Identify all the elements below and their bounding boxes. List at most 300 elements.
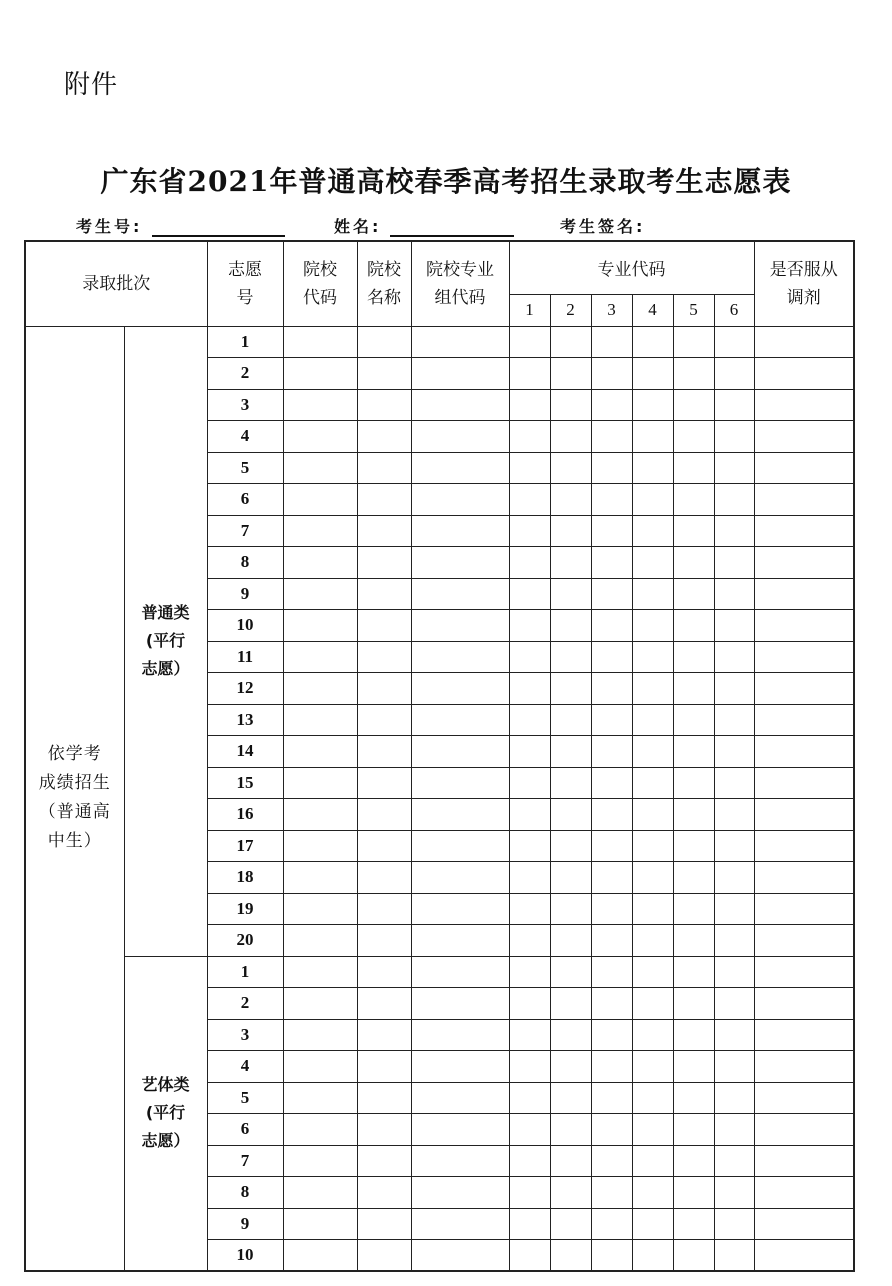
adjust-cell[interactable] [754, 1051, 854, 1083]
major-code-4-cell[interactable] [632, 893, 673, 925]
major-code-4-cell[interactable] [632, 578, 673, 610]
major-code-5-cell[interactable] [673, 547, 714, 579]
major-code-1-cell[interactable] [509, 358, 550, 390]
major-code-6-cell[interactable] [714, 515, 754, 547]
adjust-cell[interactable] [754, 326, 854, 358]
group-code-cell[interactable] [411, 1051, 509, 1083]
major-code-5-cell[interactable] [673, 956, 714, 988]
adjust-cell[interactable] [754, 484, 854, 516]
major-code-3-cell[interactable] [591, 578, 632, 610]
major-code-3-cell[interactable] [591, 925, 632, 957]
major-code-6-cell[interactable] [714, 988, 754, 1020]
college-name-cell[interactable] [357, 1082, 411, 1114]
college-name-cell[interactable] [357, 862, 411, 894]
major-code-1-cell[interactable] [509, 547, 550, 579]
major-code-1-cell[interactable] [509, 641, 550, 673]
major-code-2-cell[interactable] [550, 1082, 591, 1114]
adjust-cell[interactable] [754, 641, 854, 673]
adjust-cell[interactable] [754, 988, 854, 1020]
college-code-cell[interactable] [283, 956, 357, 988]
major-code-3-cell[interactable] [591, 1240, 632, 1272]
college-name-cell[interactable] [357, 1051, 411, 1083]
major-code-4-cell[interactable] [632, 358, 673, 390]
group-code-cell[interactable] [411, 767, 509, 799]
major-code-6-cell[interactable] [714, 1240, 754, 1272]
college-name-cell[interactable] [357, 799, 411, 831]
major-code-6-cell[interactable] [714, 862, 754, 894]
college-name-cell[interactable] [357, 1177, 411, 1209]
major-code-6-cell[interactable] [714, 1114, 754, 1146]
major-code-3-cell[interactable] [591, 484, 632, 516]
major-code-3-cell[interactable] [591, 515, 632, 547]
major-code-1-cell[interactable] [509, 515, 550, 547]
major-code-4-cell[interactable] [632, 956, 673, 988]
major-code-4-cell[interactable] [632, 767, 673, 799]
major-code-2-cell[interactable] [550, 641, 591, 673]
major-code-5-cell[interactable] [673, 799, 714, 831]
major-code-1-cell[interactable] [509, 925, 550, 957]
college-name-cell[interactable] [357, 326, 411, 358]
group-code-cell[interactable] [411, 956, 509, 988]
group-code-cell[interactable] [411, 1145, 509, 1177]
major-code-3-cell[interactable] [591, 893, 632, 925]
major-code-5-cell[interactable] [673, 1208, 714, 1240]
adjust-cell[interactable] [754, 925, 854, 957]
group-code-cell[interactable] [411, 452, 509, 484]
college-code-cell[interactable] [283, 1019, 357, 1051]
major-code-2-cell[interactable] [550, 358, 591, 390]
group-code-cell[interactable] [411, 1240, 509, 1272]
major-code-1-cell[interactable] [509, 799, 550, 831]
major-code-2-cell[interactable] [550, 421, 591, 453]
college-name-cell[interactable] [357, 1208, 411, 1240]
major-code-6-cell[interactable] [714, 484, 754, 516]
major-code-3-cell[interactable] [591, 799, 632, 831]
adjust-cell[interactable] [754, 452, 854, 484]
major-code-6-cell[interactable] [714, 641, 754, 673]
college-name-cell[interactable] [357, 421, 411, 453]
college-code-cell[interactable] [283, 1051, 357, 1083]
major-code-3-cell[interactable] [591, 389, 632, 421]
major-code-3-cell[interactable] [591, 956, 632, 988]
college-code-cell[interactable] [283, 893, 357, 925]
college-name-cell[interactable] [357, 767, 411, 799]
college-code-cell[interactable] [283, 925, 357, 957]
college-name-cell[interactable] [357, 358, 411, 390]
major-code-1-cell[interactable] [509, 1114, 550, 1146]
major-code-2-cell[interactable] [550, 673, 591, 705]
major-code-2-cell[interactable] [550, 1240, 591, 1272]
adjust-cell[interactable] [754, 704, 854, 736]
major-code-3-cell[interactable] [591, 421, 632, 453]
college-name-cell[interactable] [357, 1019, 411, 1051]
major-code-5-cell[interactable] [673, 484, 714, 516]
major-code-6-cell[interactable] [714, 893, 754, 925]
college-code-cell[interactable] [283, 421, 357, 453]
major-code-5-cell[interactable] [673, 326, 714, 358]
major-code-4-cell[interactable] [632, 484, 673, 516]
group-code-cell[interactable] [411, 578, 509, 610]
major-code-2-cell[interactable] [550, 736, 591, 768]
major-code-4-cell[interactable] [632, 1114, 673, 1146]
major-code-3-cell[interactable] [591, 1177, 632, 1209]
major-code-6-cell[interactable] [714, 326, 754, 358]
name-field[interactable] [390, 235, 514, 237]
college-code-cell[interactable] [283, 767, 357, 799]
major-code-6-cell[interactable] [714, 1177, 754, 1209]
major-code-2-cell[interactable] [550, 893, 591, 925]
major-code-1-cell[interactable] [509, 767, 550, 799]
group-code-cell[interactable] [411, 389, 509, 421]
group-code-cell[interactable] [411, 1208, 509, 1240]
major-code-5-cell[interactable] [673, 893, 714, 925]
adjust-cell[interactable] [754, 421, 854, 453]
college-name-cell[interactable] [357, 452, 411, 484]
college-code-cell[interactable] [283, 547, 357, 579]
college-name-cell[interactable] [357, 1240, 411, 1272]
college-name-cell[interactable] [357, 610, 411, 642]
major-code-4-cell[interactable] [632, 736, 673, 768]
group-code-cell[interactable] [411, 988, 509, 1020]
major-code-3-cell[interactable] [591, 673, 632, 705]
adjust-cell[interactable] [754, 862, 854, 894]
major-code-3-cell[interactable] [591, 452, 632, 484]
adjust-cell[interactable] [754, 578, 854, 610]
major-code-3-cell[interactable] [591, 1082, 632, 1114]
major-code-3-cell[interactable] [591, 1145, 632, 1177]
major-code-4-cell[interactable] [632, 704, 673, 736]
major-code-1-cell[interactable] [509, 862, 550, 894]
major-code-1-cell[interactable] [509, 956, 550, 988]
major-code-4-cell[interactable] [632, 830, 673, 862]
major-code-4-cell[interactable] [632, 799, 673, 831]
group-code-cell[interactable] [411, 893, 509, 925]
college-code-cell[interactable] [283, 358, 357, 390]
major-code-2-cell[interactable] [550, 1177, 591, 1209]
major-code-3-cell[interactable] [591, 1208, 632, 1240]
major-code-2-cell[interactable] [550, 956, 591, 988]
major-code-3-cell[interactable] [591, 641, 632, 673]
major-code-1-cell[interactable] [509, 988, 550, 1020]
major-code-3-cell[interactable] [591, 830, 632, 862]
major-code-2-cell[interactable] [550, 1114, 591, 1146]
college-code-cell[interactable] [283, 862, 357, 894]
major-code-5-cell[interactable] [673, 515, 714, 547]
major-code-3-cell[interactable] [591, 1051, 632, 1083]
adjust-cell[interactable] [754, 767, 854, 799]
major-code-6-cell[interactable] [714, 421, 754, 453]
adjust-cell[interactable] [754, 830, 854, 862]
major-code-4-cell[interactable] [632, 862, 673, 894]
adjust-cell[interactable] [754, 736, 854, 768]
college-name-cell[interactable] [357, 547, 411, 579]
college-code-cell[interactable] [283, 799, 357, 831]
major-code-2-cell[interactable] [550, 1208, 591, 1240]
adjust-cell[interactable] [754, 389, 854, 421]
major-code-5-cell[interactable] [673, 1051, 714, 1083]
major-code-1-cell[interactable] [509, 484, 550, 516]
major-code-4-cell[interactable] [632, 1240, 673, 1272]
college-name-cell[interactable] [357, 1145, 411, 1177]
major-code-6-cell[interactable] [714, 767, 754, 799]
major-code-1-cell[interactable] [509, 578, 550, 610]
group-code-cell[interactable] [411, 326, 509, 358]
major-code-3-cell[interactable] [591, 1114, 632, 1146]
major-code-5-cell[interactable] [673, 1240, 714, 1272]
major-code-2-cell[interactable] [550, 515, 591, 547]
major-code-6-cell[interactable] [714, 389, 754, 421]
adjust-cell[interactable] [754, 1145, 854, 1177]
college-name-cell[interactable] [357, 956, 411, 988]
college-name-cell[interactable] [357, 389, 411, 421]
adjust-cell[interactable] [754, 1240, 854, 1272]
college-code-cell[interactable] [283, 578, 357, 610]
group-code-cell[interactable] [411, 1114, 509, 1146]
major-code-2-cell[interactable] [550, 988, 591, 1020]
major-code-6-cell[interactable] [714, 578, 754, 610]
adjust-cell[interactable] [754, 799, 854, 831]
college-code-cell[interactable] [283, 484, 357, 516]
college-code-cell[interactable] [283, 389, 357, 421]
major-code-5-cell[interactable] [673, 862, 714, 894]
major-code-5-cell[interactable] [673, 736, 714, 768]
major-code-4-cell[interactable] [632, 452, 673, 484]
group-code-cell[interactable] [411, 704, 509, 736]
major-code-3-cell[interactable] [591, 358, 632, 390]
major-code-4-cell[interactable] [632, 547, 673, 579]
exam-no-field[interactable] [152, 235, 285, 237]
college-code-cell[interactable] [283, 704, 357, 736]
major-code-2-cell[interactable] [550, 799, 591, 831]
group-code-cell[interactable] [411, 484, 509, 516]
major-code-5-cell[interactable] [673, 610, 714, 642]
major-code-1-cell[interactable] [509, 673, 550, 705]
major-code-2-cell[interactable] [550, 1051, 591, 1083]
adjust-cell[interactable] [754, 1019, 854, 1051]
major-code-6-cell[interactable] [714, 610, 754, 642]
major-code-6-cell[interactable] [714, 1051, 754, 1083]
major-code-1-cell[interactable] [509, 893, 550, 925]
major-code-5-cell[interactable] [673, 1114, 714, 1146]
major-code-4-cell[interactable] [632, 1177, 673, 1209]
college-code-cell[interactable] [283, 1240, 357, 1272]
major-code-5-cell[interactable] [673, 704, 714, 736]
major-code-4-cell[interactable] [632, 641, 673, 673]
college-name-cell[interactable] [357, 641, 411, 673]
major-code-3-cell[interactable] [591, 326, 632, 358]
major-code-4-cell[interactable] [632, 1051, 673, 1083]
major-code-3-cell[interactable] [591, 736, 632, 768]
major-code-6-cell[interactable] [714, 956, 754, 988]
major-code-2-cell[interactable] [550, 452, 591, 484]
adjust-cell[interactable] [754, 1082, 854, 1114]
major-code-5-cell[interactable] [673, 988, 714, 1020]
major-code-6-cell[interactable] [714, 1145, 754, 1177]
major-code-3-cell[interactable] [591, 547, 632, 579]
group-code-cell[interactable] [411, 641, 509, 673]
college-code-cell[interactable] [283, 1082, 357, 1114]
group-code-cell[interactable] [411, 515, 509, 547]
college-name-cell[interactable] [357, 893, 411, 925]
major-code-1-cell[interactable] [509, 1145, 550, 1177]
major-code-3-cell[interactable] [591, 767, 632, 799]
major-code-5-cell[interactable] [673, 673, 714, 705]
major-code-6-cell[interactable] [714, 1208, 754, 1240]
major-code-2-cell[interactable] [550, 610, 591, 642]
major-code-6-cell[interactable] [714, 925, 754, 957]
major-code-3-cell[interactable] [591, 610, 632, 642]
college-code-cell[interactable] [283, 515, 357, 547]
group-code-cell[interactable] [411, 862, 509, 894]
major-code-6-cell[interactable] [714, 799, 754, 831]
group-code-cell[interactable] [411, 799, 509, 831]
major-code-1-cell[interactable] [509, 1051, 550, 1083]
major-code-2-cell[interactable] [550, 326, 591, 358]
major-code-3-cell[interactable] [591, 988, 632, 1020]
major-code-4-cell[interactable] [632, 515, 673, 547]
major-code-6-cell[interactable] [714, 736, 754, 768]
major-code-3-cell[interactable] [591, 1019, 632, 1051]
major-code-1-cell[interactable] [509, 704, 550, 736]
adjust-cell[interactable] [754, 358, 854, 390]
group-code-cell[interactable] [411, 1082, 509, 1114]
college-name-cell[interactable] [357, 673, 411, 705]
college-name-cell[interactable] [357, 484, 411, 516]
college-name-cell[interactable] [357, 830, 411, 862]
group-code-cell[interactable] [411, 1177, 509, 1209]
major-code-6-cell[interactable] [714, 1019, 754, 1051]
major-code-5-cell[interactable] [673, 358, 714, 390]
adjust-cell[interactable] [754, 610, 854, 642]
major-code-4-cell[interactable] [632, 1082, 673, 1114]
college-name-cell[interactable] [357, 704, 411, 736]
major-code-5-cell[interactable] [673, 389, 714, 421]
major-code-2-cell[interactable] [550, 1019, 591, 1051]
major-code-2-cell[interactable] [550, 484, 591, 516]
major-code-4-cell[interactable] [632, 673, 673, 705]
major-code-5-cell[interactable] [673, 925, 714, 957]
college-code-cell[interactable] [283, 1114, 357, 1146]
major-code-5-cell[interactable] [673, 641, 714, 673]
adjust-cell[interactable] [754, 1177, 854, 1209]
major-code-5-cell[interactable] [673, 421, 714, 453]
major-code-5-cell[interactable] [673, 830, 714, 862]
college-name-cell[interactable] [357, 925, 411, 957]
major-code-6-cell[interactable] [714, 358, 754, 390]
major-code-1-cell[interactable] [509, 830, 550, 862]
adjust-cell[interactable] [754, 1114, 854, 1146]
major-code-1-cell[interactable] [509, 452, 550, 484]
major-code-5-cell[interactable] [673, 1019, 714, 1051]
major-code-5-cell[interactable] [673, 578, 714, 610]
major-code-1-cell[interactable] [509, 1240, 550, 1272]
major-code-2-cell[interactable] [550, 830, 591, 862]
college-code-cell[interactable] [283, 641, 357, 673]
major-code-2-cell[interactable] [550, 767, 591, 799]
major-code-5-cell[interactable] [673, 1145, 714, 1177]
college-code-cell[interactable] [283, 1145, 357, 1177]
major-code-4-cell[interactable] [632, 925, 673, 957]
major-code-4-cell[interactable] [632, 326, 673, 358]
major-code-1-cell[interactable] [509, 1082, 550, 1114]
group-code-cell[interactable] [411, 421, 509, 453]
major-code-1-cell[interactable] [509, 736, 550, 768]
major-code-2-cell[interactable] [550, 1145, 591, 1177]
major-code-1-cell[interactable] [509, 326, 550, 358]
major-code-2-cell[interactable] [550, 925, 591, 957]
major-code-5-cell[interactable] [673, 1177, 714, 1209]
major-code-2-cell[interactable] [550, 578, 591, 610]
major-code-4-cell[interactable] [632, 1208, 673, 1240]
college-name-cell[interactable] [357, 736, 411, 768]
major-code-6-cell[interactable] [714, 830, 754, 862]
major-code-2-cell[interactable] [550, 862, 591, 894]
group-code-cell[interactable] [411, 925, 509, 957]
group-code-cell[interactable] [411, 358, 509, 390]
major-code-4-cell[interactable] [632, 610, 673, 642]
adjust-cell[interactable] [754, 893, 854, 925]
major-code-2-cell[interactable] [550, 704, 591, 736]
adjust-cell[interactable] [754, 956, 854, 988]
college-name-cell[interactable] [357, 578, 411, 610]
college-code-cell[interactable] [283, 452, 357, 484]
group-code-cell[interactable] [411, 547, 509, 579]
major-code-5-cell[interactable] [673, 452, 714, 484]
group-code-cell[interactable] [411, 673, 509, 705]
adjust-cell[interactable] [754, 547, 854, 579]
major-code-6-cell[interactable] [714, 673, 754, 705]
college-code-cell[interactable] [283, 830, 357, 862]
major-code-6-cell[interactable] [714, 547, 754, 579]
major-code-1-cell[interactable] [509, 610, 550, 642]
college-name-cell[interactable] [357, 1114, 411, 1146]
college-code-cell[interactable] [283, 988, 357, 1020]
college-code-cell[interactable] [283, 610, 357, 642]
major-code-6-cell[interactable] [714, 452, 754, 484]
college-code-cell[interactable] [283, 326, 357, 358]
major-code-4-cell[interactable] [632, 988, 673, 1020]
group-code-cell[interactable] [411, 610, 509, 642]
major-code-5-cell[interactable] [673, 767, 714, 799]
major-code-4-cell[interactable] [632, 389, 673, 421]
major-code-1-cell[interactable] [509, 1208, 550, 1240]
major-code-2-cell[interactable] [550, 547, 591, 579]
major-code-1-cell[interactable] [509, 1177, 550, 1209]
major-code-6-cell[interactable] [714, 704, 754, 736]
college-code-cell[interactable] [283, 673, 357, 705]
college-code-cell[interactable] [283, 1208, 357, 1240]
adjust-cell[interactable] [754, 673, 854, 705]
major-code-4-cell[interactable] [632, 1145, 673, 1177]
group-code-cell[interactable] [411, 830, 509, 862]
major-code-3-cell[interactable] [591, 862, 632, 894]
college-name-cell[interactable] [357, 515, 411, 547]
major-code-6-cell[interactable] [714, 1082, 754, 1114]
group-code-cell[interactable] [411, 1019, 509, 1051]
major-code-2-cell[interactable] [550, 389, 591, 421]
major-code-5-cell[interactable] [673, 1082, 714, 1114]
adjust-cell[interactable] [754, 515, 854, 547]
major-code-1-cell[interactable] [509, 1019, 550, 1051]
adjust-cell[interactable] [754, 1208, 854, 1240]
major-code-1-cell[interactable] [509, 389, 550, 421]
college-code-cell[interactable] [283, 1177, 357, 1209]
college-name-cell[interactable] [357, 988, 411, 1020]
major-code-4-cell[interactable] [632, 1019, 673, 1051]
group-code-cell[interactable] [411, 736, 509, 768]
college-code-cell[interactable] [283, 736, 357, 768]
major-code-1-cell[interactable] [509, 421, 550, 453]
